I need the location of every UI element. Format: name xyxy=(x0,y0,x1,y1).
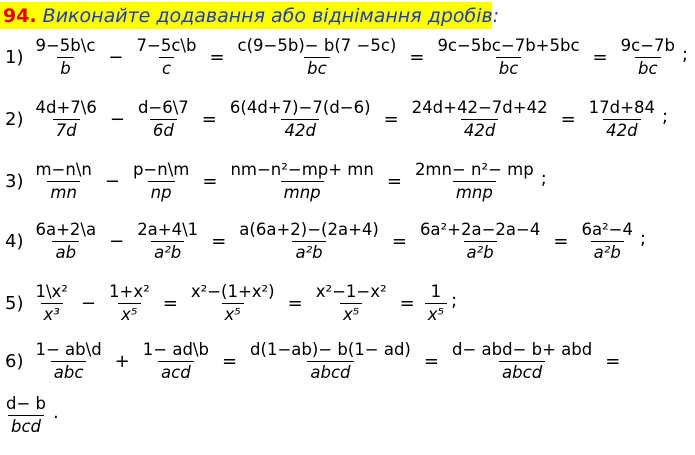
fraction: $\frac{d-6\backslash 7}{6d}$ xyxy=(137,98,189,140)
fraction: $\frac{17d+84}{42d}$ xyxy=(588,98,655,140)
equals-sign: = xyxy=(423,351,439,372)
fraction: $\frac{2a+4\backslash 1}{\text{a²b}}$ xyxy=(137,220,199,262)
task-header xyxy=(0,2,500,29)
fraction: $\frac{\text{2mn− n²− mp}}{\text{mnp}}$ xyxy=(414,160,534,202)
exercise-row-3 xyxy=(0,160,547,203)
equals-sign: = xyxy=(386,171,402,192)
operator: − xyxy=(104,171,120,192)
fraction: $\frac{a(6a+2)-(2a+4)}{\text{a²b}}$ xyxy=(239,220,379,262)
equals-sign: = xyxy=(209,47,225,68)
equals-sign: = xyxy=(287,293,303,314)
fraction: $\frac{1- ad\backslash b}{\text{acd}}$ xyxy=(142,340,209,382)
fraction: $\frac{1}{\text{x⁵}}$ xyxy=(425,282,447,325)
row-end: ; xyxy=(540,168,547,189)
fraction: $\frac{7-5c\backslash b}{c}$ xyxy=(136,36,197,78)
row-label: 5) xyxy=(5,293,24,314)
operator: − xyxy=(108,47,124,68)
fraction: $\frac{9c-5bc-7b+5bc}{bc}$ xyxy=(437,36,580,78)
equals-sign: = xyxy=(211,231,227,252)
equals-sign: = xyxy=(592,47,608,68)
fraction: $\frac{9c-7b}{bc}$ xyxy=(620,36,676,78)
equals-sign: = xyxy=(605,351,621,372)
fraction: $\frac{m-n\backslash n}{mn}$ xyxy=(35,160,92,202)
task-number: 94. xyxy=(3,4,37,27)
operator: − xyxy=(109,109,125,130)
row-label: 4) xyxy=(5,231,24,252)
fraction: $\frac{\text{x²−(1+x²)}}{\text{x⁵}}$ xyxy=(190,282,275,324)
row-end: ; xyxy=(451,290,458,311)
fraction: $\frac{d- b}{\text{bcd}}$ xyxy=(6,394,47,436)
fraction: $\frac{24d+42-7d+42}{42d}$ xyxy=(411,98,548,140)
fraction: $\frac{1- ab\backslash d}{\text{abc}}$ xyxy=(35,340,102,382)
equals-sign: = xyxy=(553,231,569,252)
row-end: . xyxy=(53,402,59,423)
exercise-row-4 xyxy=(0,220,646,263)
exercise-row-6-continuation xyxy=(0,394,59,437)
fraction: $\frac{c(9-5b)- b(7 -5c)}{bc}$ xyxy=(237,36,397,78)
fraction: $\frac{\text{d− abd− b+ abd}}{\text{abcd}}$ xyxy=(451,340,593,382)
equals-sign: = xyxy=(399,293,415,314)
fraction: $\frac{\text{1+x²}}{\text{x⁵}}$ xyxy=(109,282,150,324)
row-end: ; xyxy=(661,106,669,127)
fraction: $\frac{\text{6a²−4}}{\text{a²b}}$ xyxy=(581,220,633,262)
equals-sign: = xyxy=(221,351,238,372)
equals-sign: = xyxy=(409,47,425,68)
equals-sign: = xyxy=(202,171,218,192)
row-label: 1) xyxy=(5,47,24,68)
operator: − xyxy=(109,231,125,252)
row-label: 2) xyxy=(5,109,24,130)
equals-sign: = xyxy=(560,109,576,130)
fraction: $\frac{\text{nm−n²−mp+ mn}}{\text{mnp}}$ xyxy=(230,160,374,202)
row-label: 6) xyxy=(5,351,24,372)
exercise-row-5 xyxy=(0,282,457,325)
equals-sign: = xyxy=(391,231,407,252)
row-end: ; xyxy=(640,228,647,249)
exercise-row-1 xyxy=(0,36,688,79)
fraction: $\frac{4d+7\backslash 6}{7d}$ xyxy=(35,98,97,140)
equals-sign: = xyxy=(162,293,178,314)
fraction: $\frac{\text{1\textbackslash{}x²}}{\text{x³}}$ xyxy=(35,282,68,324)
fraction: $\frac{6a+2\backslash a}{ab}$ xyxy=(35,220,97,262)
row-label: 3) xyxy=(5,171,24,192)
operator: − xyxy=(80,293,97,314)
exercise-row-6 xyxy=(0,340,627,383)
fraction: $\frac{d(1-ab)- b(1- ad)}{\text{abcd}}$ xyxy=(250,340,411,382)
fraction: $\frac{\text{6a²+2a−2a−4}}{\text{a²b}}$ xyxy=(419,220,541,262)
row-end: ; xyxy=(682,44,689,65)
fraction: $\frac{6(4d+7)-7(d-6)}{42d}$ xyxy=(229,98,371,140)
exercise-row-2 xyxy=(0,98,668,141)
fraction: $\frac{\text{x²−1−x²}}{\text{x⁵}}$ xyxy=(315,282,387,324)
equals-sign: = xyxy=(383,109,399,130)
fraction: $\frac{9-5b\backslash c}{b}$ xyxy=(35,36,96,78)
equals-sign: = xyxy=(201,109,217,130)
fraction: $\frac{p-n\backslash m}{np}$ xyxy=(132,160,190,202)
task-instruction: Виконайте додавання або віднімання дробів: xyxy=(42,4,500,27)
operator: + xyxy=(114,351,130,372)
